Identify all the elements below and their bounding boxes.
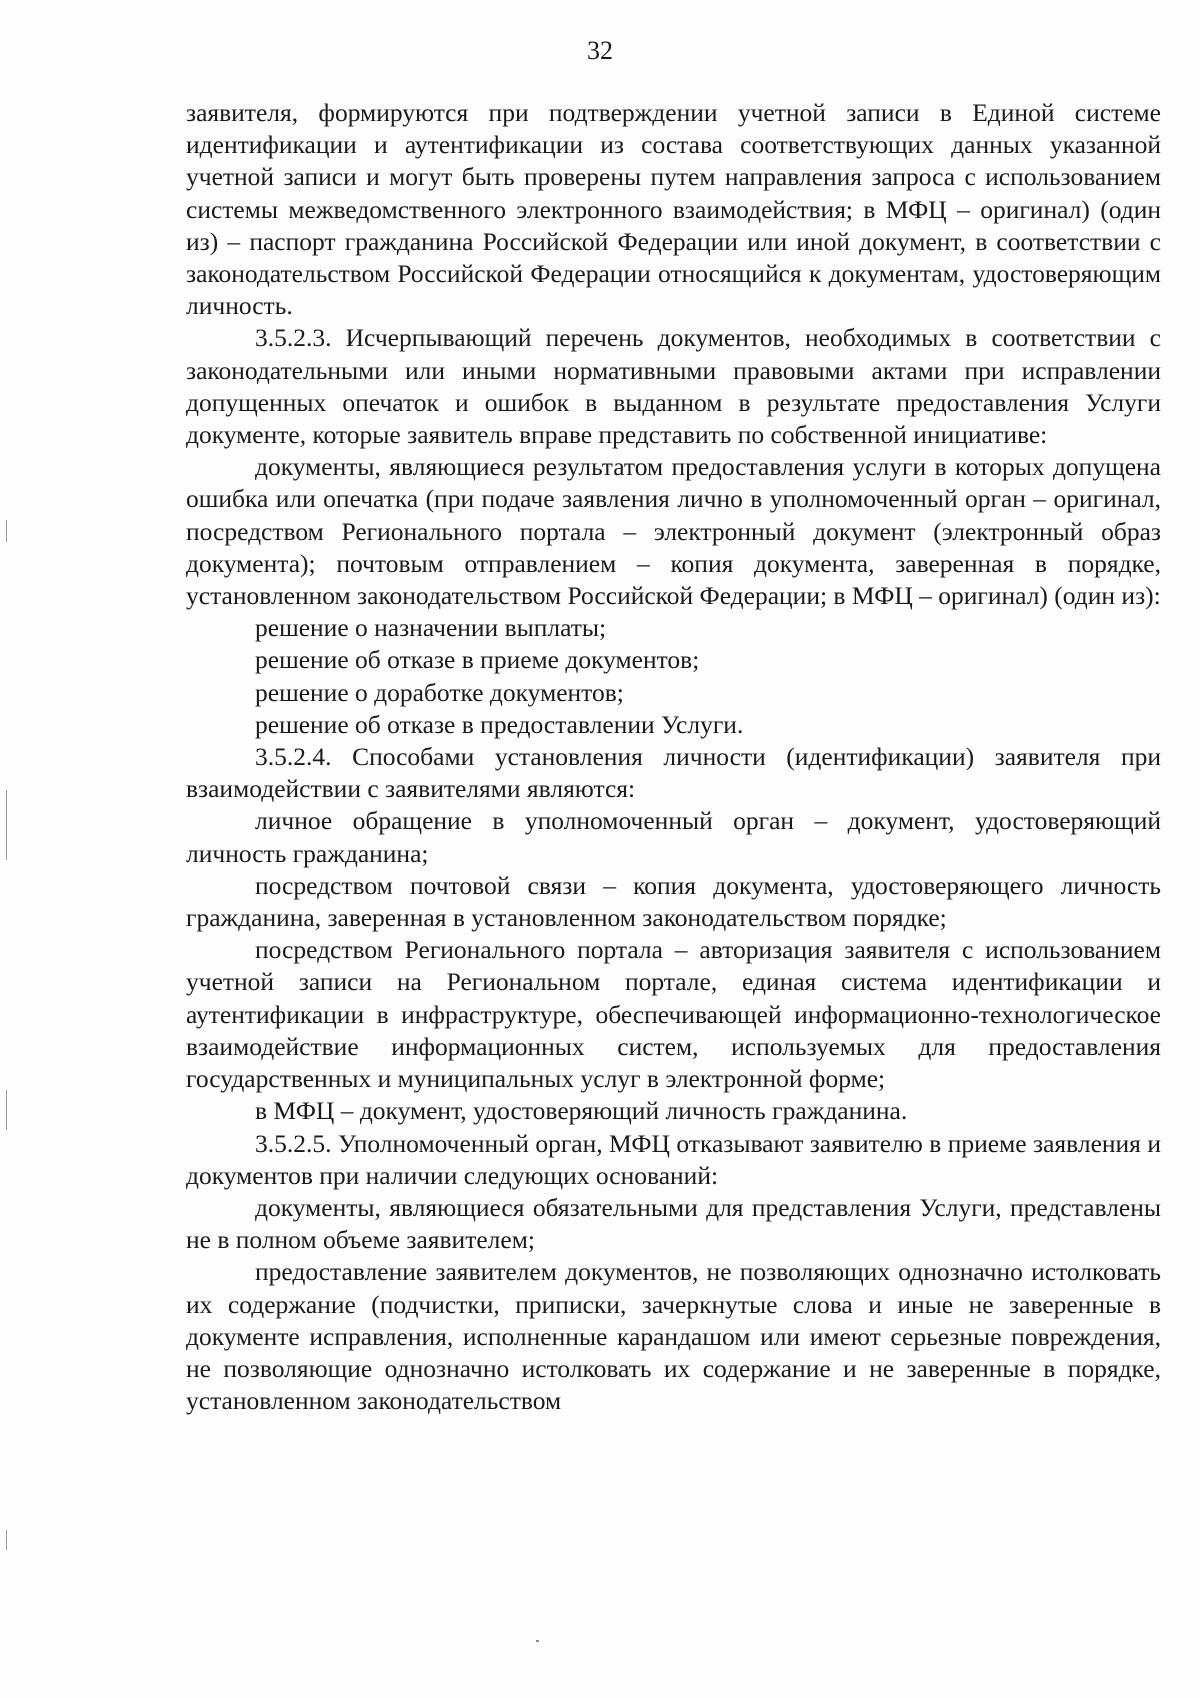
document-body [186, 97, 1161, 1417]
scan-artifact [6, 790, 7, 860]
page-number: 32 [587, 36, 613, 65]
paragraph-documents-with-errors: документы, являющиеся результатом предоставления услуги в которых допущена ошибка или опечатка (при подаче заявления лично в уполномоченный орган – оригинал, посредством Регионального портала – электронный документ (электронный образ документа); почтовым отправлением – копия документа, заверенная в порядке, установленном законодательством Российской Федерации; в МФЦ – оригинал) (один из): [186, 452, 1161, 611]
paragraph-3-5-2-4: 3.5.2.4. Способами установления личности (идентификации) заявителя при взаимодействии с заявителями являются: [186, 742, 1161, 804]
paragraph-refusal-ambiguous: предоставление заявителем документов, не позволяющих однозначно истолковать их содержание (подчистки, приписки, зачеркнутые слова и иные не заверенные в документе исправления, исполненные карандашом или имеют серьезные повреждения, не позволяющие однозначно истолковать их содержание и не заверенные в порядке, установленном законодательством [186, 1257, 1161, 1416]
scan-artifact [536, 1640, 539, 1642]
paragraph-3-5-2-3: 3.5.2.3. Исчерпывающий перечень документов, необходимых в соответствии с законодательными или иными нормативными правовыми актами при исправлении допущенных опечаток и ошибок в выданном в результате предоставления Услуги документе, которые заявитель вправе представить по собственной инициативе: [186, 323, 1161, 450]
list-item: решение об отказе в предоставлении Услуги. [255, 709, 744, 739]
paragraph-refusal-incomplete: документы, являющиеся обязательными для представления Услуги, представлены не в полном объеме заявителем; [186, 1192, 1161, 1255]
scan-artifact [6, 1530, 7, 1550]
scan-artifact [6, 520, 7, 542]
paragraph-intro-continuation: заявителя, формируются при подтверждении учетной записи в Единой системе идентификации и аутентификации из состава соответствующих данных указанной учетной записи и могут быть проверены путем направления запроса с использованием системы межведомственного электронного взаимодействия; в МФЦ – оригинал) (один из) – паспорт гражданина Российской Федерации или иной документ, в соответствии с законодательством Российской Федерации относящийся к документам, удостоверяющим личность. [186, 98, 1161, 321]
paragraph-identification-mail: посредством почтовой связи – копия документа, удостоверяющего личность гражданина, заверенная в установленном законодательством порядке; [186, 870, 1161, 933]
paragraph-identification-mfc: в МФЦ – документ, удостоверяющий личность гражданина. [255, 1096, 908, 1126]
paragraph-3-5-2-5: 3.5.2.5. Уполномоченный орган, МФЦ отказывают заявителю в приеме заявления и документов при наличии следующих оснований: [186, 1128, 1161, 1190]
scan-artifact [6, 1090, 7, 1130]
list-item: решение об отказе в приеме документов; [255, 645, 700, 675]
paragraph-identification-in-person: личное обращение в уполномоченный орган – документ, удостоверяющий личность гражданина; [186, 806, 1161, 868]
list-item: решение о назначении выплаты; [255, 613, 607, 643]
list-item: решение о доработке документов; [255, 677, 624, 707]
paragraph-identification-portal: посредством Регионального портала – авторизация заявителя с использованием учетной записи на Региональном портале, единая система идентификации и аутентификации в инфраструктуре, обеспечивающей информационно-технологическое взаимодействие информационных систем, используемых для предоставления государственных и муниципальных услуг в электронной форме; [186, 935, 1161, 1094]
